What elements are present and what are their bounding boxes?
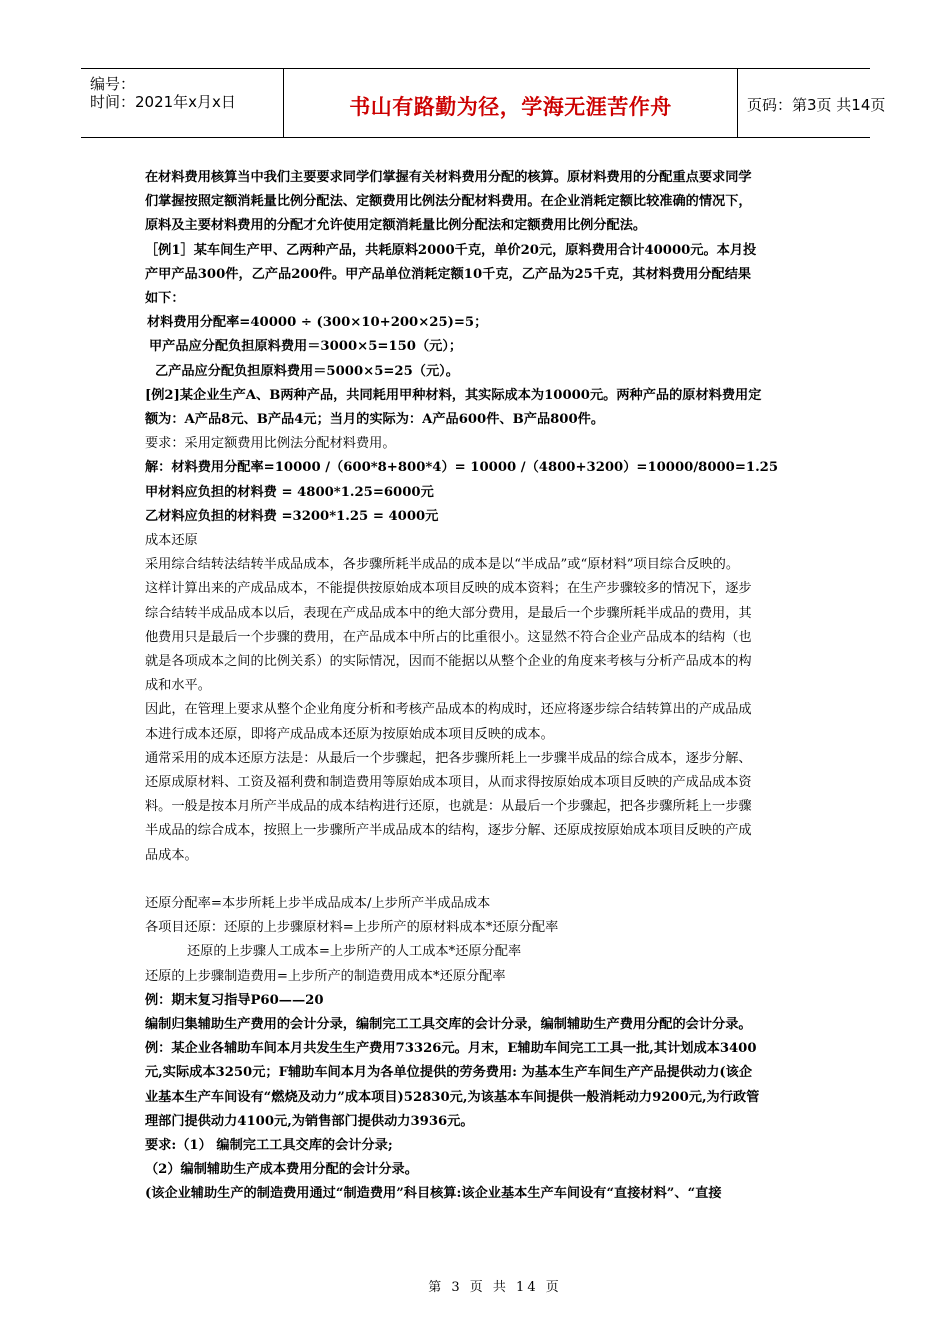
text-line: 半成品的综合成本，按照上一步骤所产半成品成本的结构，逐步分解、还原成按原始成本项目反映的产成: [145, 823, 752, 839]
blank-line: [145, 868, 817, 892]
text-line: 品成本。: [145, 847, 198, 863]
page-footer: 第 3 页 共 14 页: [428, 1280, 562, 1295]
text-line: 材料费用分配率=40000 ÷ (300×10+200×25)=5；: [147, 315, 488, 331]
text-line: 本进行成本还原，即将产成品成本还原为按原始成本项目反映的成本。: [145, 726, 554, 742]
text-line: 综合结转半成品成本以后，表现在产成品成本中的绝大部分费用，是最后一个步骤所耗半成品的费用，其: [145, 605, 752, 621]
formula-line: 还原的上步骤人工成本=上步所产的人工成本*还原分配率: [187, 944, 522, 960]
text-line: 例：某企业各辅助车间本月共发生生产费用73326元。月末，E辅助车间完工工具一批,其计划成本3400: [145, 1041, 757, 1057]
text-line: 元,实际成本3250元；F辅助车间本月为各单位提供的劳务费用: 为基本生产车间生产产品提供动力(该企: [145, 1065, 753, 1081]
document-number-label: 编号：: [90, 75, 136, 93]
text-line: 们掌握按照定额消耗量比例分配法、定额费用比例法分配材料费用。在企业消耗定额比较准确的情况下，: [145, 194, 752, 210]
text-line: 这样计算出来的产成品成本，不能提供按原始成本项目反映的成本资料；在生产步骤较多的情况下，逐步: [145, 581, 752, 597]
text-line: 就是各项成本之间的比例关系）的实际情况，因而不能据以从整个企业的角度来考核与分析产品成本的构: [145, 654, 752, 670]
text-line: 采用综合结转法结转半成品成本，各步骤所耗半成品的成本是以“半成品”或“原材料”项目综合反映的。: [145, 557, 740, 573]
header-page-label: 页码：第3页 共14页: [747, 96, 886, 114]
text-line: 业基本生产车间设有“燃烧及动力”成本项目)52830元,为该基本车间提供一般消耗动力9200元,为行政管: [145, 1089, 760, 1105]
text-line: 甲产品应分配负担原料费用＝3000×5=150（元）；: [149, 339, 463, 355]
text-line: 原料及主要材料费用的分配才允许使用定额消耗量比例分配法和定额费用比例分配法。: [145, 218, 647, 234]
text-line: 料。一般是按本月所产半成品的成本结构进行还原，也就是：从最后一个步骤起，把各步骤所耗上一步骤: [145, 799, 752, 815]
text-line: 编制归集辅助生产费用的会计分录，编制完工工具交库的会计分录，编制辅助生产费用分配的会计分录。: [145, 1016, 752, 1032]
text-line: 甲材料应负担的材料费 = 4800*1.25=6000元: [145, 484, 434, 500]
document-body: [145, 166, 817, 1207]
page-header: [81, 68, 886, 138]
text-line: 他费用只是最后一个步骤的费用，在产品成本中所占的比重很小。这显然不符合企业产品成本的结构（也: [145, 629, 752, 645]
text-line: 额为：A产品8元、B产品4元；当月的实际为：A产品600件、B产品800件。: [145, 412, 605, 428]
text-line: （2）编制辅助生产成本费用分配的会计分录。: [145, 1162, 418, 1178]
text-line: 乙材料应负担的材料费 =3200*1.25 = 4000元: [145, 508, 439, 524]
text-line: 要求：采用定额费用比例法分配材料费用。: [145, 436, 396, 452]
text-line: 如下：: [145, 291, 185, 307]
text-line: 产甲产品300件，乙产品200件。甲产品单位消耗定额10千克，乙产品为25千克，其材料费用分配结果: [145, 266, 752, 282]
text-line: 在材料费用核算当中我们主要要求同学们掌握有关材料费用分配的核算。原材料费用的分配重点要求同学: [145, 170, 752, 185]
text-line: 通常采用的成本还原方法是：从最后一个步骤起，把各步骤所耗上一步骤半成品的综合成本，逐步分解、: [145, 750, 752, 766]
text-line: 要求:（1） 编制完工工具交库的会计分录;: [145, 1137, 393, 1153]
header-meta: [81, 69, 283, 137]
text-line: 还原成原材料、工资及福利费和制造费用等原始成本项目，从而求得按原始成本项目反映的产成品成本资: [145, 775, 752, 791]
formula-line: 还原的上步骤制造费用=上步所产的制造费用成本*还原分配率: [145, 968, 506, 984]
header-motto-cell: [283, 69, 738, 137]
text-line: [例2]某企业生产A、B两种产品，共同耗用甲种材料，其实际成本为10000元。两种产品的原材料费用定: [145, 387, 762, 403]
text-line: 因此，在管理上要求从整个企业角度分析和考核产品成本的构成时，还应将逐步综合结转算出的产成品成: [145, 702, 752, 718]
text-line: (该企业辅助生产的制造费用通过“制造费用”科目核算:该企业基本生产车间设有“直接材料”、“直接: [145, 1186, 722, 1202]
text-line: 例：期末复习指导P60——20: [145, 992, 324, 1008]
text-line: 成和水平。: [145, 678, 211, 694]
formula-line: 还原分配率=本步所耗上步半成品成本/上步所产半成品成本: [145, 895, 491, 911]
formula-line: 各项目还原：还原的上步骤原材料=上步所产的原材料成本*还原分配率: [145, 920, 559, 936]
header-motto: 书山有路勤为径，学海无涯苦作舟: [349, 95, 672, 119]
section-heading: 成本还原: [145, 533, 198, 549]
text-line: 解：材料费用分配率=10000 /（600*8+800*4）= 10000 /（4800+3200）=10000/8000=1.25: [145, 460, 779, 476]
text-line: 乙产品应分配负担原料费用＝5000×5=25（元）。: [155, 363, 459, 379]
text-line: ［例1］某车间生产甲、乙两种产品，共耗原料2000千克，单价20元，原料费用合计40000元。本月投: [145, 242, 757, 258]
text-line: 理部门提供动力4100元,为销售部门提供动力3936元。: [145, 1113, 474, 1129]
document-date-label: 时间：2021年x月x日: [90, 93, 236, 111]
